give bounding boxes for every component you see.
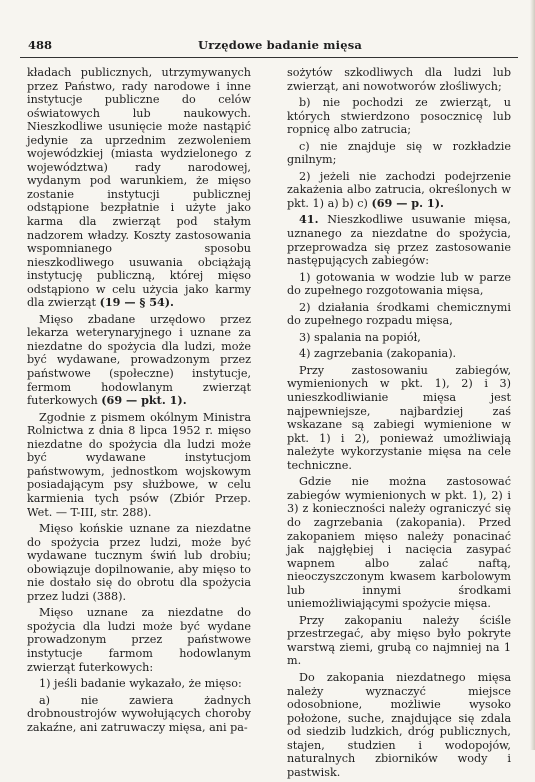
reference: (69 — pkt. 1).	[101, 393, 187, 408]
paragraph: Mięso uznane za niezdatne do spożycia dla ludzi może być wydane prowadzonym przez państwowe instytucje farmom hodowlanym zwierząt futerkowych:	[27, 606, 251, 674]
reference: (69 — p. 1).	[371, 195, 444, 210]
paragraph: Przy zakopaniu należy ściśle przestrzegać, aby mięso było pokryte warstwą ziemi, grubą co najmniej na 1 m.	[287, 613, 511, 668]
left-column	[27, 66, 251, 737]
page-edge-shadow	[530, 0, 535, 750]
list-item: 2) działania środkami chemicznymi do zupełnego rozpadu mięsa,	[287, 300, 511, 328]
list-item: 1) jeśli badanie wykazało, że mięso:	[39, 677, 242, 691]
list-item: 1) gotowania w wodzie lub w parze do zupełnego rozgotowania mięsa,	[287, 270, 511, 298]
paragraph: Mięso zbadane urzędowo przez lekarza weterynaryjnego i uznane za niezdatne do spożycia dla ludzi, może być wydawane, prowadzonym przez państwowe (społeczne) instytucje, fermom hodowlanym zwierząt futerkowych (69 — pkt. 1).	[27, 312, 251, 408]
paragraph: Gdzie nie można zastosować zabiegów wymienionych w pkt. 1), 2) i 3) z konieczności należy ograniczyć się do zagrzebania (zakopania). Przed zakopaniem mięso należy ponacinać jak najgłębiej i nacięcia zasypać wapnem albo zalać naftą, nieoczyszczonym kwasem karbolowym lub innymi środkami uniemożliwiającymi spożycie mięsa.	[287, 475, 511, 611]
paragraph: sożytów szkodliwych dla ludzi lub zwierząt, ani nowotworów złośliwych;	[287, 66, 511, 93]
section-41: 41. Nieszkodliwe usuwanie mięsa, uznanego za niezdatne do spożycia, przeprowadza się przez zastosowanie następujących zabiegów:	[287, 212, 511, 268]
page-header	[20, 38, 515, 54]
paragraph: Do zakopania niezdatnego mięsa należy wyznaczyć miejsce odosobnione, możliwie wysoko położone, suche, znajdujące się zdala od siedzib ludzkich, dróg publicznych, stajen, studzien i wodopojów, naturalnych zbiorników wody i pastwisk.	[287, 670, 511, 779]
paragraph: kładach publicznych, utrzymywanych przez Państwo, rady narodowe i inne instytucje publiczne do celów oświatowych lub naukowych. Nieszkodliwe usunięcie może nastąpić jedynie za uprzednim zezwoleniem wojewódzkiej (miasta wydzielonego z województwa) rady narodowej, wydanym pod warunkiem, że mięso zostanie instytucji publicznej odstąpione bezpłatnie i użyte jako karma dla zwierząt pod stałym nadzorem władzy. Koszty zastosowania wspomnianego sposobu nieszkodliwego usuwania obciążają instytucję publiczną, której mięso odstąpiono w celu użycia jako karmy dla zwierząt (19 — § 54).	[27, 66, 251, 310]
section-number: 41.	[299, 212, 319, 227]
paragraph: Mięso końskie uznane za niezdatne do spożycia przez ludzi, może być wydawane tucznym świń lub drobiu; obowiązuje dopilnowanie, aby mięso to nie dostało się do obrotu dla spożycia przez ludzi (388).	[27, 522, 251, 603]
list-item: c) nie znajduje się w rozkładzie gnilnym;	[287, 139, 511, 167]
right-column	[287, 66, 511, 782]
reference: (19 — § 54).	[99, 295, 174, 310]
header-rule	[20, 57, 518, 58]
running-title: Urzędowe badanie mięsa	[198, 38, 363, 52]
paragraph: Przy zastosowaniu zabiegów, wymienionych w pkt. 1), 2) i 3) unieszkodliwianie mięsa jest najpewniejsze, najbardziej zaś wskazane są zabiegi wymienione w pkt. 1) i 2), ponieważ umożliwiają należyte wykorzystanie mięsa na cele techniczne.	[287, 363, 511, 472]
list-item: a) nie zawiera żadnych drobnoustrojów wywołujących choroby zakaźne, ani zatruwaczy mięsa, ani pa-	[27, 693, 251, 734]
list-item: 3) spalania na popiół,	[299, 330, 421, 344]
list-item: 4) zagrzebania (zakopania).	[299, 347, 457, 361]
list-item: 2) jeżeli nie zachodzi podejrzenie zakażenia albo zatrucia, określonych w pkt. 1) a) b) c) (69 — p. 1).	[287, 169, 511, 210]
list-item: b) nie pochodzi ze zwierząt, u których stwierdzono posocznicę lub ropnicę albo zatrucia;	[287, 96, 511, 137]
paragraph: Zgodnie z pismem okólnym Ministra Rolnictwa z dnia 8 lipca 1952 r. mięso niezdatne do spożycia dla ludzi może być wydawane instytucjom państwowym, jednostkom wojskowym posiadającym psy służbowe, w celu karmienia tych psów (Zbiór Przep. Wet. — T-III, str. 288).	[27, 410, 251, 519]
page-number: 488	[28, 38, 53, 52]
